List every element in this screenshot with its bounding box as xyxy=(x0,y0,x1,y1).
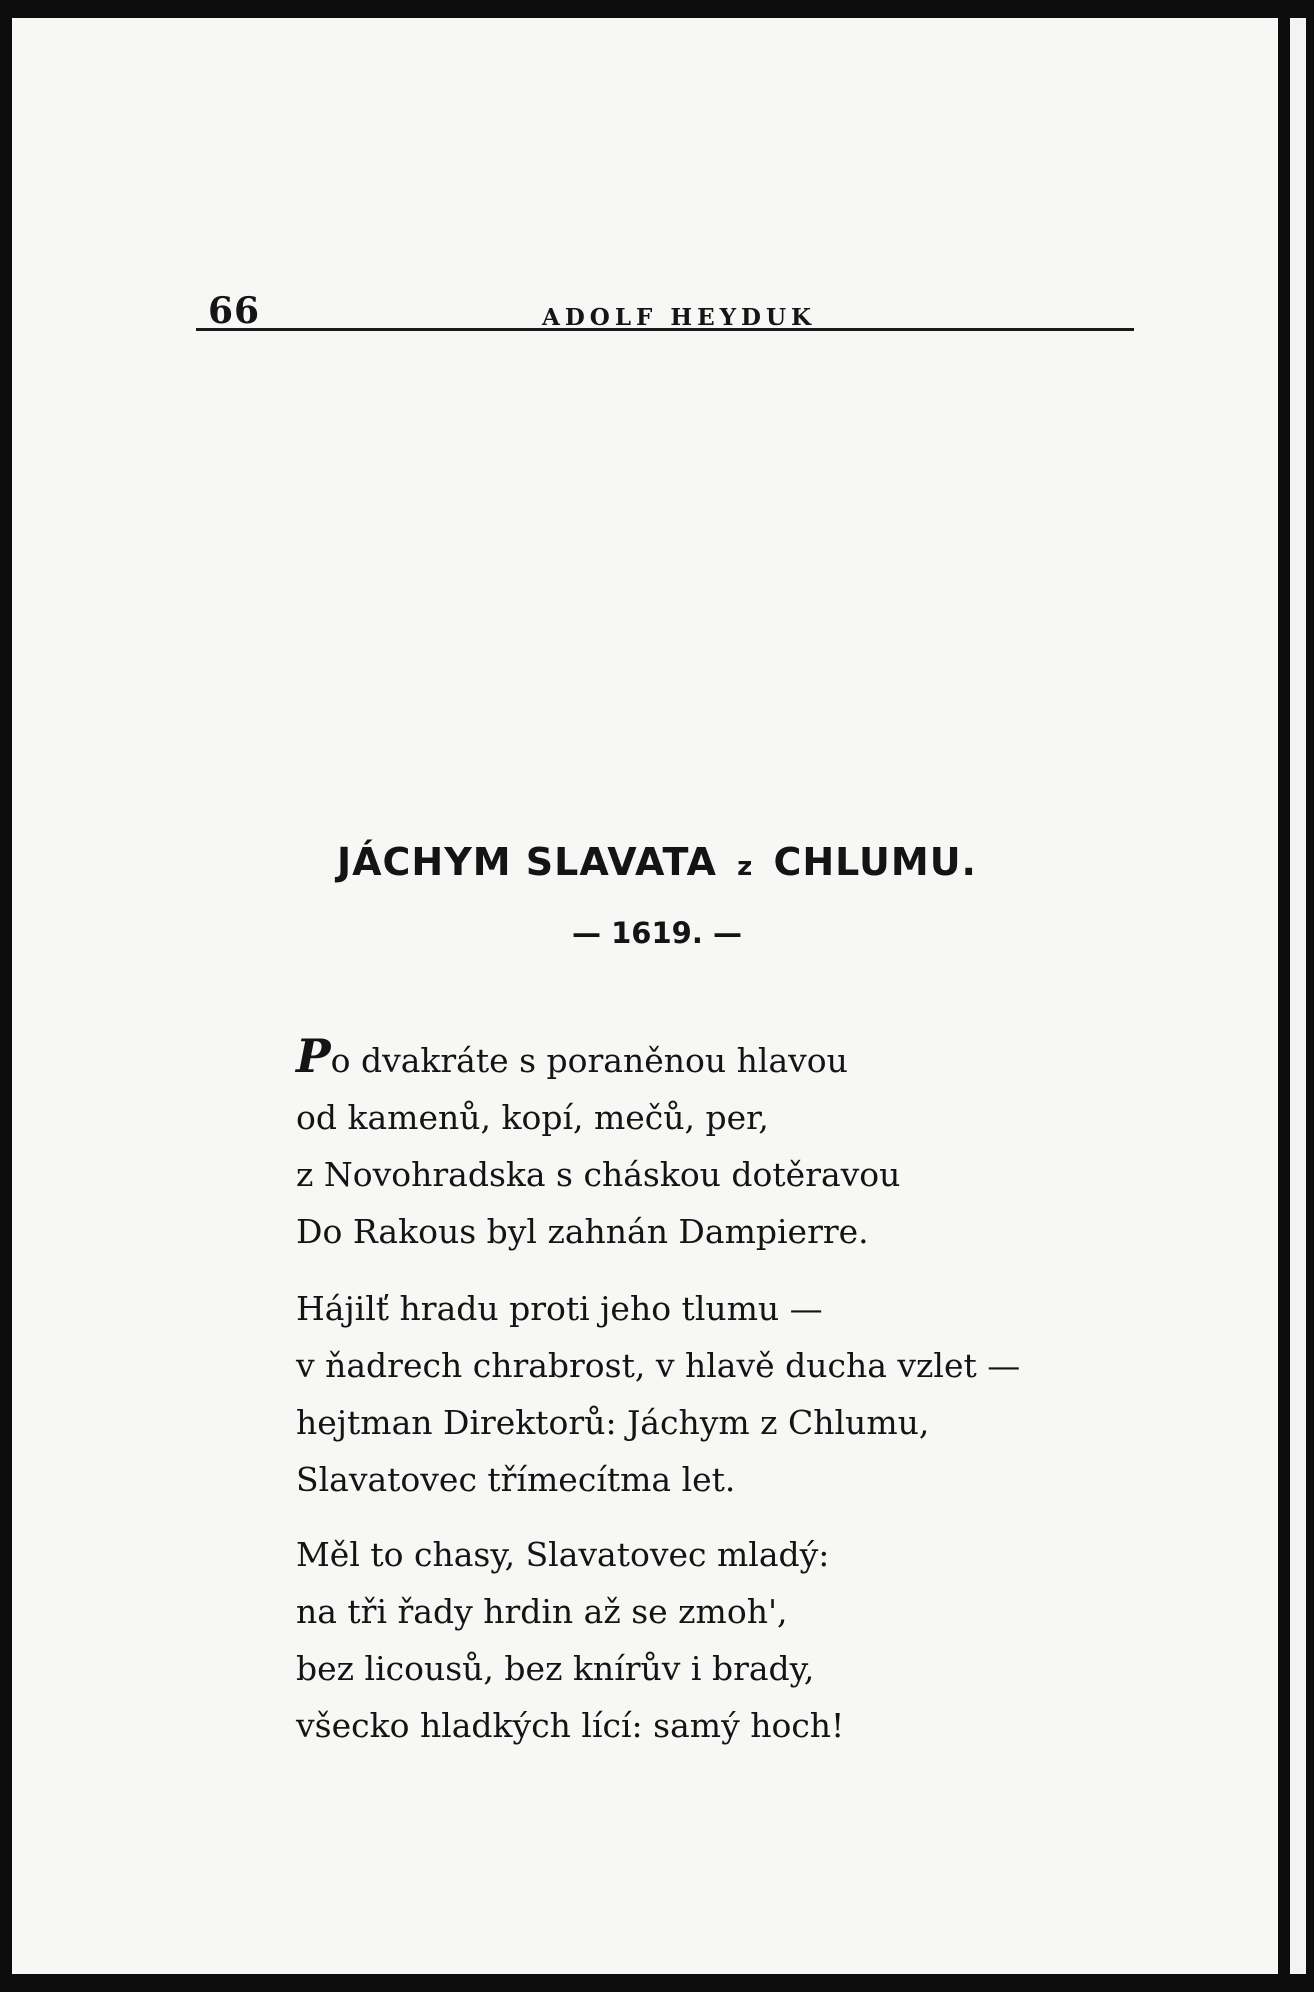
header-rule xyxy=(196,328,1134,331)
poem-title xyxy=(150,840,1164,884)
verse-line: Slavatovec třímecítma let. xyxy=(296,1460,736,1499)
page-number: 66 xyxy=(208,290,261,332)
poem-title-end: CHLUMU. xyxy=(773,840,977,884)
verse-line: v ňadrech chrabrost, v hlavě ducha vzlet — xyxy=(296,1346,1021,1385)
verse-line-text: o dvakráte s poraněnou hlavou xyxy=(330,1041,848,1080)
poem-title-main: JÁCHYM SLAVATA xyxy=(336,840,717,884)
verse-line: všecko hladkých lící: samý hoch! xyxy=(296,1706,845,1745)
adjacent-page-edge xyxy=(1290,18,1306,1974)
stanza-3 xyxy=(296,1526,1176,1754)
verse-line: Měl to chasy, Slavatovec mladý: xyxy=(296,1535,830,1574)
verse-line: na tři řady hrdin až se zmoh', xyxy=(296,1592,788,1631)
stanza-1 xyxy=(296,1029,1176,1260)
poem-title-preposition: z xyxy=(737,852,754,882)
running-head-author: ADOLF HEYDUK xyxy=(542,304,817,331)
verse-line: hejtman Direktorů: Jáchym z Chlumu, xyxy=(296,1403,930,1442)
verse-line: Hájilť hradu proti jeho tlumu — xyxy=(296,1289,823,1328)
drop-cap: P xyxy=(296,1029,331,1083)
verse-line xyxy=(296,1029,1176,1089)
verse-line: bez licousů, bez knírův i brady, xyxy=(296,1649,815,1688)
verse-line: od kamenů, kopí, mečů, per, xyxy=(296,1098,769,1137)
stanza-2 xyxy=(296,1280,1176,1508)
verse-line: z Novohradska s cháskou dotěravou xyxy=(296,1155,901,1194)
poem-year: — 1619. — xyxy=(572,916,742,950)
verse-line: Do Rakous byl zahnán Dampierre. xyxy=(296,1212,869,1251)
